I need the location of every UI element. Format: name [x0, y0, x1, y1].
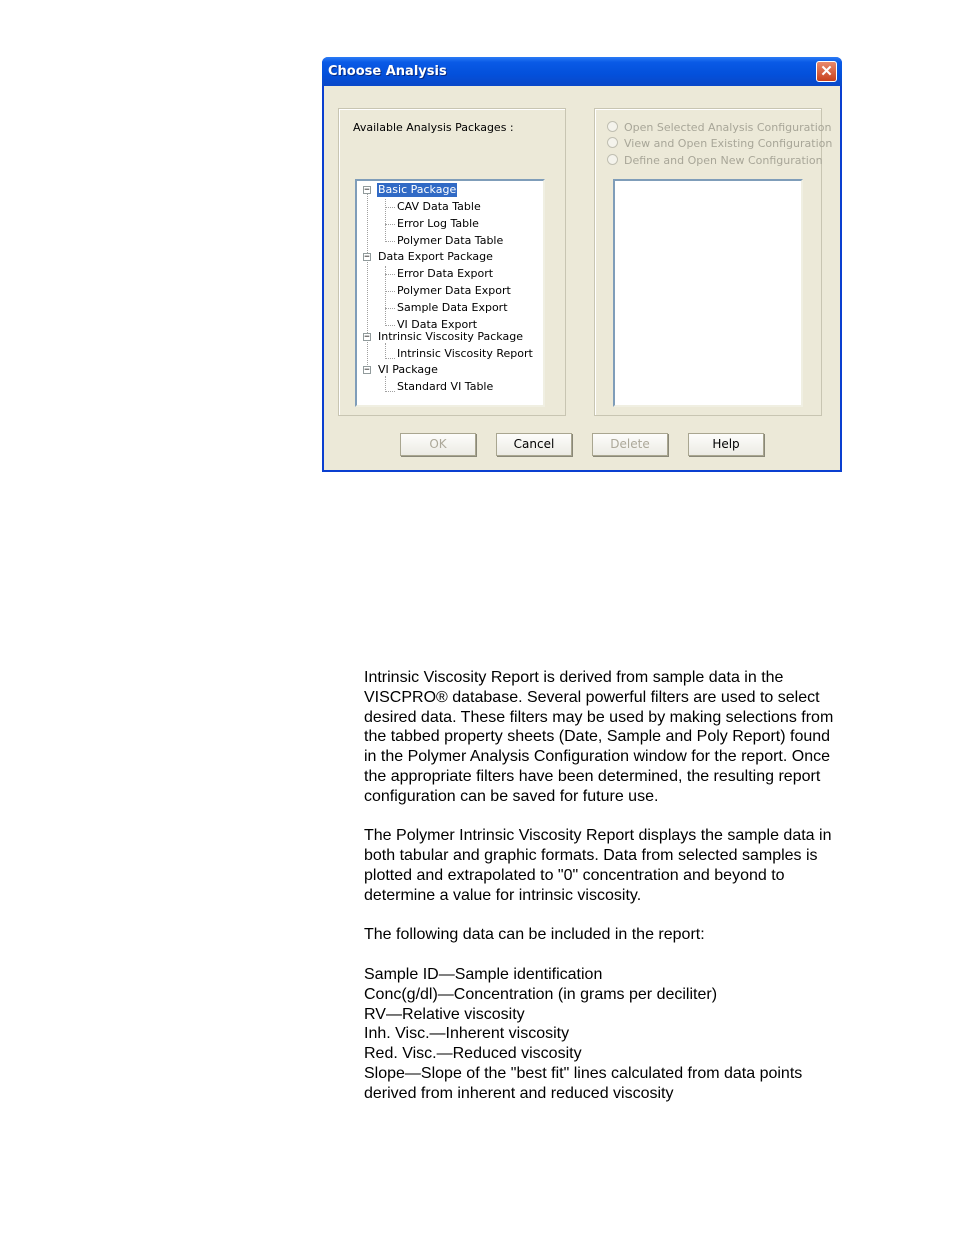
- packages-group: [338, 108, 566, 416]
- tree-item-vi-package[interactable]: VI Package: [378, 363, 438, 376]
- tree-item-standard-vi-table[interactable]: Standard VI Table: [397, 380, 494, 393]
- list-item: derived from inherent and reduced viscosity: [364, 1084, 674, 1102]
- tree-item-polymer-data-export[interactable]: Polymer Data Export: [397, 284, 511, 297]
- collapse-icon[interactable]: −: [364, 185, 370, 195]
- radio-icon: [607, 154, 618, 165]
- tree-item-basic-package[interactable]: Basic Package: [378, 183, 457, 196]
- paragraph-line: the appropriate filters have been determined, the resulting report: [364, 767, 821, 785]
- tree-item-error-log-table[interactable]: Error Log Table: [397, 217, 479, 230]
- choose-analysis-dialog: [322, 57, 842, 472]
- tree-item-error-data-export[interactable]: Error Data Export: [397, 267, 494, 280]
- tree-item-intrinsic-viscosity-package[interactable]: Intrinsic Viscosity Package: [378, 330, 523, 343]
- radio-icon: [607, 137, 618, 148]
- paragraph-line: both tabular and graphic formats. Data from selected samples is: [364, 847, 818, 865]
- configuration-group: [594, 108, 833, 416]
- title-bar[interactable]: [322, 57, 842, 86]
- tree-item-cav-data-table[interactable]: CAV Data Table: [397, 200, 481, 213]
- tree-item-intrinsic-viscosity-report[interactable]: Intrinsic Viscosity Report: [397, 347, 533, 360]
- document-body: [364, 668, 884, 1104]
- list-item: Red. Visc.—Reduced viscosity: [364, 1045, 582, 1063]
- collapse-icon[interactable]: −: [364, 332, 370, 342]
- collapse-icon[interactable]: −: [364, 365, 370, 375]
- configuration-list[interactable]: [613, 179, 803, 407]
- paragraph-line: plotted and extrapolated to "0" concentration and beyond to: [364, 866, 785, 884]
- help-button[interactable]: Help: [688, 433, 764, 456]
- list-item: Sample ID—Sample identification: [364, 965, 603, 983]
- tree-item-data-export-package[interactable]: Data Export Package: [378, 250, 493, 263]
- delete-button[interactable]: Delete: [592, 433, 668, 456]
- list-item: Slope—Slope of the "best fit" lines calculated from data points: [364, 1064, 803, 1082]
- radio-open-selected[interactable]: Open Selected Analysis Configuration: [607, 121, 831, 134]
- paragraph-line: determine a value for intrinsic viscosity.: [364, 886, 642, 904]
- dialog-title: Choose Analysis: [328, 64, 447, 79]
- package-tree[interactable]: [355, 179, 545, 407]
- close-button[interactable]: [816, 61, 837, 82]
- paragraph-line: The Polymer Intrinsic Viscosity Report displays the sample data in: [364, 827, 832, 845]
- close-icon: ✕: [820, 63, 833, 80]
- paragraph-line: The following data can be included in the report:: [364, 926, 705, 944]
- radio-view-existing[interactable]: View and Open Existing Configuration: [607, 137, 832, 150]
- paragraph-line: in the Polymer Analysis Configuration window for the report. Once: [364, 748, 831, 766]
- tree-item-sample-data-export[interactable]: Sample Data Export: [397, 301, 508, 314]
- ok-button[interactable]: OK: [400, 433, 476, 456]
- list-item: Inh. Visc.—Inherent viscosity: [364, 1025, 570, 1043]
- tree-item-polymer-data-table[interactable]: Polymer Data Table: [397, 234, 504, 247]
- radio-icon: [607, 121, 618, 132]
- paragraph-line: desired data. These filters may be used by making selections from: [364, 708, 834, 726]
- collapse-icon[interactable]: −: [364, 252, 370, 262]
- list-item: Conc(g/dl)—Concentration (in grams per deciliter): [364, 985, 718, 1003]
- cancel-button[interactable]: Cancel: [496, 433, 572, 456]
- paragraph-line: configuration can be saved for future use.: [364, 787, 659, 805]
- tree-item-vi-data-export[interactable]: VI Data Export: [397, 318, 478, 331]
- available-packages-label: Available Analysis Packages :: [353, 121, 514, 134]
- radio-define-new[interactable]: Define and Open New Configuration: [607, 154, 823, 167]
- paragraph-line: VISCPRO® database. Several powerful filters are used to select: [364, 688, 820, 706]
- list-item: RV—Relative viscosity: [364, 1005, 525, 1023]
- paragraph-line: Intrinsic Viscosity Report is derived from sample data in the: [364, 669, 784, 686]
- paragraph-line: the tabbed property sheets (Date, Sample and Poly Report) found: [364, 728, 831, 746]
